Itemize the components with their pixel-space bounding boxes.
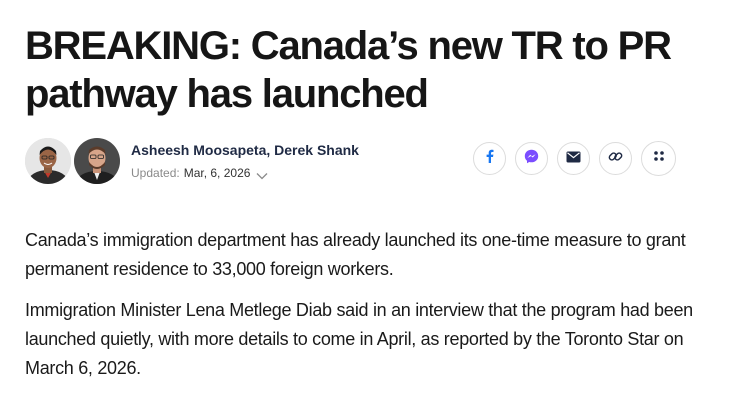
- share-email-button[interactable]: [557, 142, 590, 175]
- chevron-down-icon: [256, 169, 268, 177]
- more-icon: [652, 149, 666, 168]
- updated-dropdown[interactable]: [131, 166, 268, 180]
- updated-date: Mar, 6, 2026: [183, 166, 251, 180]
- author-avatar-2[interactable]: [74, 138, 120, 184]
- headline: BREAKING: Canada’s new TR to PR pathway has launched: [25, 24, 671, 116]
- facebook-icon: [483, 149, 497, 168]
- email-icon: [566, 150, 581, 168]
- share-facebook-button[interactable]: [473, 142, 506, 175]
- updated-label: Updated:: [131, 166, 180, 180]
- article-body: [25, 226, 705, 395]
- copy-link-button[interactable]: [599, 142, 632, 175]
- share-messenger-button[interactable]: [515, 142, 548, 175]
- messenger-icon: [524, 149, 539, 169]
- paragraph-1: Canada’s immigration department has already launched its one-time measure to grant permanent residence to 33,000 foreign workers.: [25, 230, 686, 279]
- more-share-button[interactable]: [641, 141, 676, 176]
- byline: [25, 138, 715, 186]
- share-buttons: [473, 142, 676, 176]
- link-icon: [608, 149, 623, 169]
- author-avatar-1[interactable]: [25, 138, 71, 184]
- paragraph-2: Immigration Minister Lena Metlege Diab said in an interview that the program had been launched quietly, with more details to come in April, as reported by the Toronto Star on March 6, 2026.: [25, 300, 693, 378]
- author-names[interactable]: Asheesh Moosapeta, Derek Shank: [131, 142, 359, 158]
